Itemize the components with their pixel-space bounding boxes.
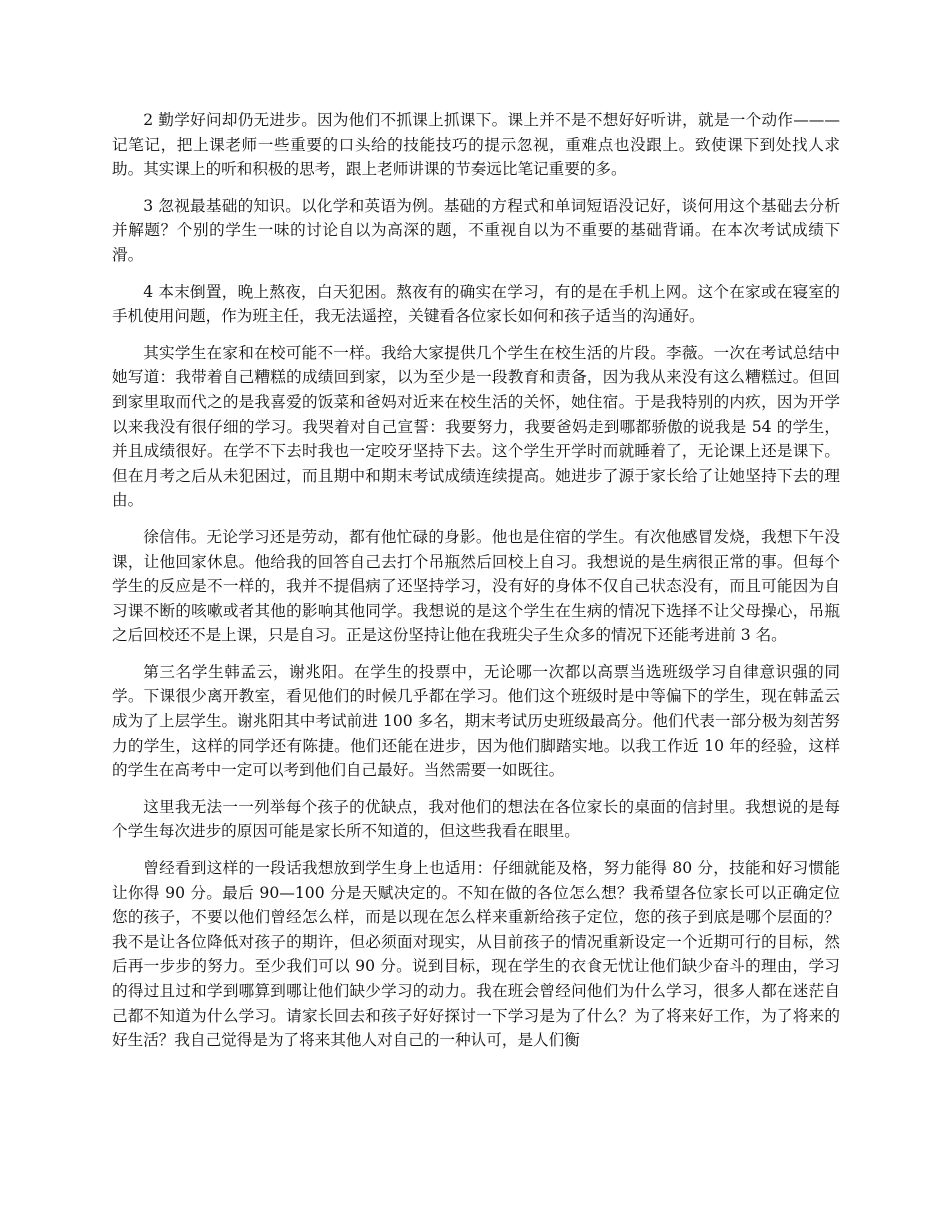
paragraph-third-place: 第三名学生韩孟云，谢兆阳。在学生的投票中，无论哪一次都以高票当选班级学习自律意识强的同学。下课很少离开教室，看见他们的时候几乎都在学习。他们这个班级时是中等偏下的学生，现在韩孟云成为了上层学生。谢兆阳其中考试前进 100 多名，期末考试历史班级最高分。他们代表一部分极为刻苦努力的学生，这样的同学还有陈捷。他们还能在进步，因为他们脚踏实地。以我工作近 10 年的经验，这样的学生在高考中一定可以考到他们自己最好。当然需要一如既往。 [112,662,840,780]
paragraph-goals: 曾经看到这样的一段话我想放到学生身上也适用：仔细就能及格，努力能得 80 分，技能和好习惯能让你得 90 分。最后 90—100 分是天赋决定的。不知在做的各位怎么想？我希望各位家长可以正确定位您的孩子，不要以他们曾经怎么样，而是以现在怎么样来重新给孩子定位，您的孩子到底是哪个层面的？我不是让各位降低对孩子的期许，但必须面对现实，从目前孩子的情况重新设定一个近期可行的目标，然后再一步步的努力。至少我们可以 90 分。说到目标，现在学生的衣食无忧让他们缺少奋斗的理由，学习的得过且过和学到哪算到哪让他们缺少学习的动力。我在班会曾经问他们为什么学习，很多人都在迷茫自己都不知道为什么学习。请家长回去和孩子好好探讨一下学习是为了什么？为了将来好工作，为了将来的好生活？我自己觉得是为了将来其他人对自己的一种认可，是人们衡 [112,859,840,1050]
paragraph-point-4: 4 本末倒置，晚上熬夜，白天犯困。熬夜有的确实在学习，有的是在手机上网。这个在家或在寝室的手机使用问题，作为班主任，我无法遥控，关键看各位家长如何和孩子适当的沟通好。 [112,282,840,326]
paragraph-point-3: 3 忽视最基础的知识。以化学和英语为例。基础的方程式和单词短语没记好，谈何用这个基础去分析并解题？个别的学生一味的讨论自以为高深的题，不重视自以为不重要的基础背诵。在本次考试成绩下滑。 [112,196,840,264]
paragraph-envelopes: 这里我无法一一列举每个孩子的优缺点，我对他们的想法在各位家长的桌面的信封里。我想说的是每个学生每次进步的原因可能是家长所不知道的，但这些我看在眼里。 [112,797,840,841]
document-body [112,108,840,1065]
paragraph-xu-xinwei: 徐信伟。无论学习还是劳动，都有他忙碌的身影。他也是住宿的学生。有次他感冒发烧，我想下午没课，让他回家休息。他给我的回答自己去打个吊瓶然后回校上自习。我想说的是生病很正常的事。但每个学生的反应是不一样的，我并不提倡病了还坚持学习，没有好的身体不仅自己状态没有，而且可能因为自习课不断的咳嗽或者其他的影响其他同学。我想说的是这个学生在生病的情况下选择不让父母操心，吊瓶之后回校还不是上课，只是自习。正是这份坚持让他在我班尖子生众多的情况下还能考进前 3 名。 [112,527,840,645]
paragraph-point-2: 2 勤学好问却仍无进步。因为他们不抓课上抓课下。课上并不是不想好好听讲，就是一个动作———记笔记，把上课老师一些重要的口头给的技能技巧的提示忽视，重难点也没跟上。致使课下到处找人求助。其实课上的听和积极的思考，跟上老师讲课的节奏远比笔记重要的多。 [112,111,840,179]
paragraph-li-wei: 其实学生在家和在校可能不一样。我给大家提供几个学生在校生活的片段。李薇。一次在考试总结中她写道：我带着自己糟糕的成绩回到家，以为至少是一段教育和责备，因为我从来没有这么糟糕过。但回到家里取而代之的是我喜爱的饭菜和爸妈对近来在校生活的关怀，她住宿。于是我特别的内疚，因为开学以来我没有很仔细的学习。我哭着对自己宣誓：我要努力，我要爸妈走到哪都骄傲的说我是 54 的学生，并且成绩很好。在学不下去时我也一定咬牙坚持下去。这个学生开学时而就睡着了，无论课上还是课下。但在月考之后从未犯困过，而且期中和期末考试成绩连续提高。她进步了源于家长给了让她坚持下去的理由。 [112,343,840,510]
